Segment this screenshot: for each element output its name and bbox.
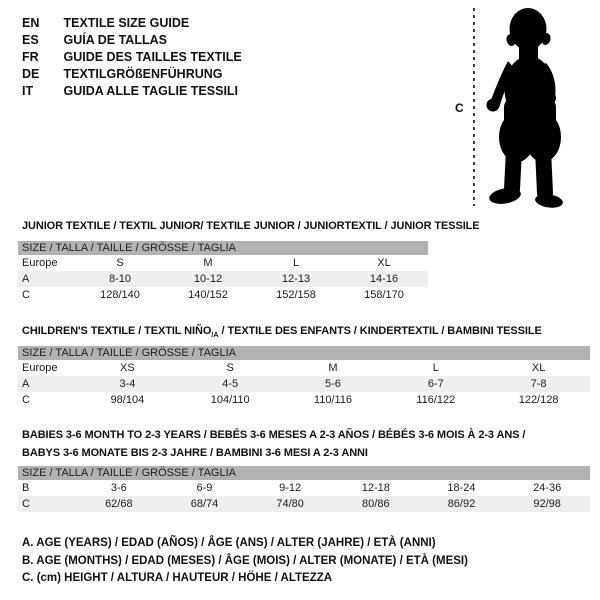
- value-cell: 4-5: [222, 378, 239, 390]
- table-title-line: JUNIOR TEXTILE / TEXTIL JUNIOR/ TEXTILE JUNIOR / JUNIORTEXTIL / JUNIOR TESSILE: [22, 220, 480, 232]
- language-row: [22, 49, 242, 66]
- value-cell: 74/80: [276, 498, 304, 510]
- table-row: [18, 392, 590, 408]
- value-cell: L: [432, 362, 439, 374]
- row-label-cell: B: [22, 482, 30, 494]
- value-cell: 12-13: [281, 273, 311, 285]
- height-measure-label: C: [455, 101, 464, 115]
- language-code: IT: [22, 84, 34, 98]
- guide-title: TEXTILE SIZE GUIDE: [63, 16, 190, 30]
- value-cell: S: [116, 257, 124, 269]
- table-row: [18, 496, 590, 512]
- value-cell: 152/158: [276, 289, 316, 301]
- value-cell: 68/74: [190, 498, 219, 510]
- value-cell: XS: [120, 362, 135, 374]
- babies-size-table: [18, 480, 590, 512]
- legend-note-a: A. AGE (YEARS) / EDAD (AÑOS) / ÂGE (ANS) / ALTER (JAHRE) / ETÀ (ANNI): [22, 537, 436, 549]
- legend-note-b: B. AGE (MONTHS) / EDAD (MESES) / ÂGE (MOIS) / ALTER (MONATE) / ETÀ (MESI): [22, 554, 468, 567]
- value-cell: 6-7: [427, 378, 444, 390]
- language-code: FR: [22, 50, 39, 64]
- language-code: DE: [22, 67, 40, 81]
- value-cell: 98/104: [110, 394, 145, 406]
- table-title-line: CHILDREN'S TEXTILE / TEXTIL $NIÑO_{/A}$ / TEXTILE DES ENFANTS / KINDERTEXTIL / BAMBINI TESSILE: [22, 325, 542, 340]
- value-cell: 80/86: [362, 498, 390, 510]
- table-title: [22, 426, 525, 462]
- guide-title: GUIDE DES TAILLES TEXTILE: [63, 50, 242, 64]
- language-row: [22, 83, 242, 100]
- value-cell: S: [226, 362, 234, 374]
- baby-silhouette-icon: [480, 0, 600, 215]
- table-title-line: BABYS 3-6 MONATE BIS 2-3 JAHRE / BAMBINI 3-6 MESI A 2-3 ANNI: [22, 447, 368, 459]
- row-label-cell: A: [22, 273, 30, 285]
- language-code: EN: [22, 16, 40, 30]
- value-cell: 62/68: [105, 498, 133, 510]
- value-cell: 14-16: [369, 273, 399, 285]
- row-label-cell: C: [22, 289, 30, 301]
- table-title: [22, 217, 480, 235]
- figure-area: [450, 0, 600, 215]
- guide-title: TEXTILGRÖßENFÜHRUNG: [63, 67, 223, 81]
- language-row: [22, 66, 242, 83]
- value-cell: 116/122: [416, 394, 456, 406]
- language-code: ES: [22, 33, 39, 47]
- legend-note-c: C. (cm) HEIGHT / ALTURA / HAUTEUR / HÖHE / ALTEZZA: [22, 572, 333, 584]
- children-size-table: [18, 360, 590, 408]
- junior-size-table: [18, 255, 428, 303]
- legend-notes: [22, 535, 468, 588]
- value-cell: XL: [377, 257, 391, 269]
- table-title-line: BABIES 3-6 MONTH TO 2-3 YEARS / BEBÉS 3-6 MESES A 2-3 AÑOS / BÉBÉS 3-6 MOIS À 2-3 ANS /: [22, 429, 526, 441]
- table-row: [18, 360, 590, 376]
- guide-title: GUÍA DE TALLAS: [63, 33, 167, 47]
- value-cell: 158/170: [364, 289, 404, 301]
- value-cell: XL: [531, 362, 546, 374]
- value-cell: 6-9: [196, 482, 213, 494]
- table-row: [18, 376, 590, 392]
- value-cell: M: [203, 257, 213, 269]
- language-title-list: [22, 15, 242, 100]
- table-row: [18, 480, 590, 496]
- value-cell: 10-12: [193, 273, 223, 285]
- table-row: [18, 255, 428, 271]
- value-cell: 140/152: [188, 289, 228, 301]
- table-row: [18, 271, 428, 287]
- value-cell: 24-36: [533, 482, 562, 494]
- height-measure-line: [473, 8, 475, 206]
- row-label-cell: Europe: [22, 362, 58, 374]
- row-label-cell: C: [22, 498, 30, 510]
- size-header-bar: SIZE / TALLA / TAILLE / GRÖSSE / TAGLIA: [18, 346, 590, 360]
- value-cell: 110/116: [313, 394, 353, 406]
- value-cell: 104/110: [210, 394, 250, 406]
- value-cell: 9-12: [279, 482, 302, 494]
- row-label-cell: C: [22, 394, 30, 406]
- language-row: [22, 32, 242, 49]
- guide-title: GUIDA ALLE TAGLIE TESSILI: [63, 84, 239, 98]
- value-cell: 7-8: [530, 378, 547, 390]
- size-header-bar: SIZE / TALLA / TAILLE / GRÖSSE / TAGLIA: [18, 466, 590, 480]
- value-cell: L: [292, 257, 300, 269]
- value-cell: 128/140: [100, 289, 140, 301]
- language-row: [22, 15, 242, 32]
- value-cell: 3-4: [119, 378, 136, 390]
- value-cell: 122/128: [518, 394, 559, 406]
- size-header-bar: SIZE / TALLA / TAILLE / GRÖSSE / TAGLIA: [18, 241, 428, 255]
- value-cell: 3-6: [110, 482, 127, 494]
- value-cell: 18-24: [447, 482, 476, 494]
- table-title: [22, 322, 542, 340]
- value-cell: 5-6: [325, 378, 341, 390]
- value-cell: 92/98: [533, 498, 561, 510]
- row-label-cell: Europe: [22, 257, 58, 269]
- value-cell: M: [328, 362, 338, 374]
- value-cell: 12-18: [361, 482, 390, 494]
- value-cell: 86/92: [447, 498, 476, 510]
- table-row: [18, 287, 428, 303]
- row-label-cell: A: [22, 378, 30, 390]
- value-cell: 8-10: [108, 273, 132, 285]
